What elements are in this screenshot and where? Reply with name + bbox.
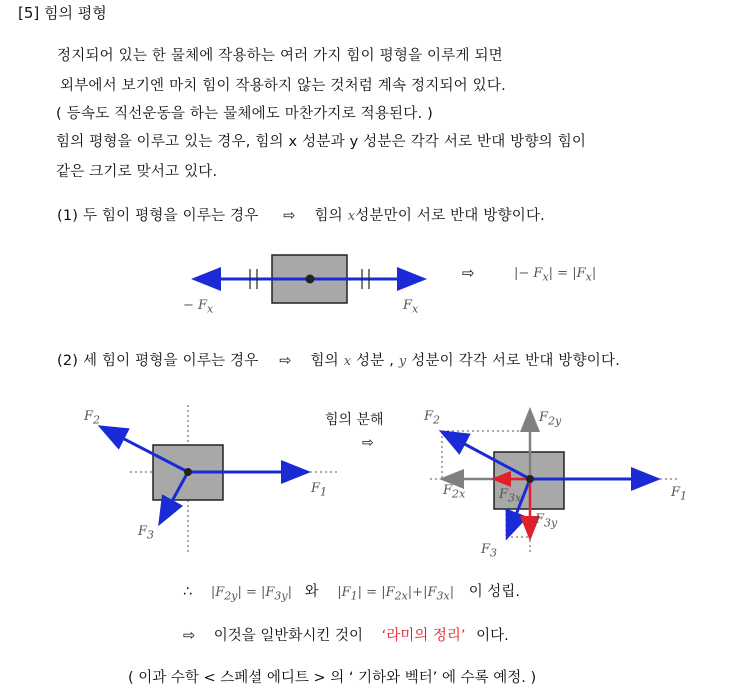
case2-var-x: x: [343, 354, 352, 369]
label-sub: 2y: [548, 414, 562, 428]
case2-heading: [57, 349, 620, 370]
label-text: F: [424, 409, 434, 424]
label-sub: x: [207, 302, 214, 316]
paragraph-line-2: 외부에서 보기엔 마치 힘이 작용하지 않는 것처럼 계속 정지되어 있다.: [60, 78, 506, 94]
label-f1-left: [311, 481, 327, 499]
label-f2x: [443, 483, 465, 501]
eq-part: |: [287, 585, 293, 600]
label-sub: 3: [147, 528, 155, 542]
label-sub: 2: [93, 413, 101, 427]
eq-f1-sum: [337, 585, 455, 603]
label-sub: 1: [680, 489, 688, 503]
label-sub: 3: [490, 546, 498, 560]
label-text: F: [671, 485, 681, 500]
label-text: F: [138, 524, 148, 539]
case1-center-point: [306, 275, 315, 284]
eq-sub: 3x: [436, 589, 450, 603]
case2-right-center-point: [526, 475, 534, 483]
label-f3-left: [138, 524, 154, 542]
label-text: F: [499, 487, 509, 502]
eq-part: |− F: [514, 266, 543, 281]
eq-part: |: [591, 266, 597, 281]
footnote: ( 이과 수학 < 스페셜 에디트 > 의 ‘ 기하와 벡터’ 에 수록 예정. ): [128, 670, 537, 686]
label-fx: [403, 298, 418, 316]
case1-diagram: [197, 255, 421, 303]
eq-sub: 1: [350, 589, 358, 603]
label-sub: x: [412, 302, 419, 316]
decomposition-arrow-icon: ⇨: [362, 435, 374, 451]
eq-part: |F: [337, 585, 351, 600]
case1-text: (1) 두 힘이 평형을 이루는 경우: [57, 208, 259, 224]
label-sub: 2x: [452, 487, 466, 501]
eq-part: |F: [210, 585, 225, 600]
label-sub: 1: [320, 485, 328, 499]
eq-part: | = |F: [237, 585, 275, 600]
label-sub: 3x: [508, 491, 522, 505]
eq-sub: 2x: [394, 589, 408, 603]
case2-right-diagram: [430, 412, 680, 555]
lami-theorem-name: ‘라미의 정리’: [381, 628, 466, 644]
label-text: F: [535, 512, 545, 527]
paragraph-line-1: 정지되어 있는 한 물체에 작용하는 여러 가지 힘이 평형을 이루게 되면: [57, 48, 503, 64]
therefore-symbol: ∴: [183, 584, 193, 600]
label-f3y: [535, 512, 557, 530]
and-text: 와: [304, 584, 319, 600]
label-neg-fx: [183, 298, 213, 316]
label-text: F: [443, 483, 453, 498]
case1-result-post: 성분만이 서로 반대 방향이다.: [355, 208, 545, 224]
label-text: F: [403, 298, 413, 313]
label-text: F: [481, 542, 491, 557]
paragraph-line-5: 같은 크기로 맞서고 있다.: [56, 164, 218, 180]
label-text: − F: [183, 298, 208, 313]
decomposition-label: 힘의 분해: [325, 412, 384, 428]
label-sub: 3y: [544, 516, 558, 530]
label-f2-left: [84, 409, 100, 427]
label-f3-right: [481, 542, 497, 560]
case2-result-pre: 힘의: [310, 353, 339, 369]
eq-part: |: [449, 585, 455, 600]
lami-post: 이다.: [476, 628, 509, 644]
lami-pre: 이것을 일반화시킨 것이: [213, 628, 364, 644]
label-f2-right: [424, 409, 440, 427]
conclusion-line: [183, 580, 520, 603]
holds-text: 이 성립.: [468, 584, 520, 600]
eq-part: | = |F: [357, 585, 395, 600]
lami-arrow-icon: ⇨: [183, 628, 196, 644]
case2-var-y: y: [398, 354, 407, 369]
case2-text: (2) 세 힘이 평형을 이루는 경우: [57, 353, 259, 369]
section-title: [5] 힘의 평형: [18, 4, 107, 22]
label-f3x: [499, 487, 521, 505]
eq-sub: x: [542, 270, 549, 284]
label-f2y: [539, 410, 561, 428]
case1-result-pre: 힘의: [314, 208, 343, 224]
eq-f2y-f3y: [210, 585, 293, 603]
label-f1-right: [671, 485, 687, 503]
label-text: F: [311, 481, 321, 496]
label-text: F: [539, 410, 549, 425]
eq-part: |+|F: [407, 585, 437, 600]
lami-line: [183, 624, 509, 645]
label-text: F: [84, 409, 94, 424]
case1-var-x: x: [347, 209, 356, 224]
label-sub: 2: [433, 413, 441, 427]
paragraph-line-3: ( 등속도 직선운동을 하는 물체에도 마찬가지로 적용된다. ): [56, 106, 433, 122]
case2-result-mid: 성분 ,: [356, 353, 395, 369]
case1-arrow2-icon: ⇨: [462, 264, 475, 282]
paragraph-line-4: 힘의 평형을 이루고 있는 경우, 힘의 x 성분과 y 성분은 각각 서로 반대 방향의 힘이: [56, 134, 587, 150]
eq-part: | = |F: [548, 266, 586, 281]
eq-sub: 3y: [274, 589, 288, 603]
case2-arrow-icon: ⇨: [279, 353, 292, 369]
case2-left-center-point: [184, 468, 192, 476]
eq-sub: 2y: [224, 589, 238, 603]
eq-sub: x: [585, 270, 592, 284]
case2-result-post: 성분이 각각 서로 반대 방향이다.: [411, 353, 621, 369]
case1-arrow-icon: ⇨: [283, 208, 296, 224]
case1-equation: [514, 266, 596, 284]
